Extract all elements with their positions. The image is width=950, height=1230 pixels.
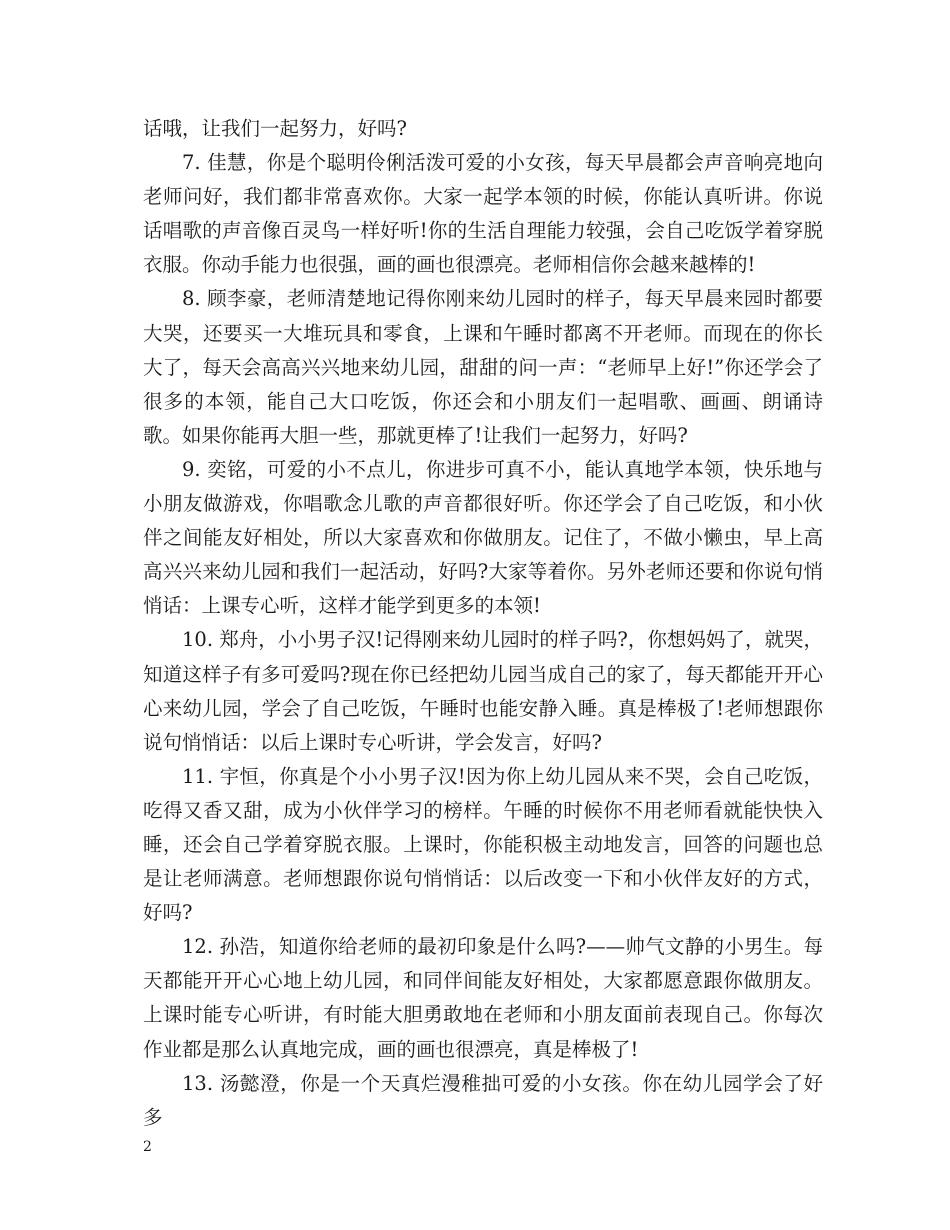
document-body xyxy=(143,112,823,1135)
paragraph-item-7: 7. 佳慧，你是个聪明伶俐活泼可爱的小女孩，每天早晨都会声音响亮地向老师问好，我们都非常喜欢你。大家一起学本领的时候，你能认真听讲。你说话唱歌的声音像百灵鸟一样好听!你的生活自理能力较强，会自己吃饭学着穿脱衣服。你动手能力也很强，画的画也很漂亮。老师相信你会越来越棒的! xyxy=(143,151,823,277)
paragraph-item-11: 11. 宇恒，你真是个小小男子汉!因为你上幼儿园从来不哭，会自己吃饭，吃得又香又甜，成为小伙伴学习的榜样。午睡的时候你不用老师看就能快快入睡，还会自己学着穿脱衣服。上课时，你能积极主动地发言，回答的问题也总是让老师满意。老师想跟你说句悄悄话：以后改变一下和小伙伴友好的方式，好吗? xyxy=(143,764,823,925)
page-number: 2 xyxy=(143,1139,152,1155)
paragraph-item-13: 13. 汤懿澄，你是一个天真烂漫稚拙可爱的小女孩。你在幼儿园学会了好多 xyxy=(143,1071,823,1129)
paragraph-continuation: 话哦，让我们一起努力，好吗? xyxy=(143,117,407,140)
paragraph-item-9: 9. 奕铭，可爱的小不点儿，你进步可真不小，能认真地学本领，快乐地与小朋友做游戏，你唱歌念儿歌的声音都很好听。你还学会了自己吃饭，和小伙伴之间能友好相处，所以大家喜欢和你做朋友。记住了，不做小懒虫，早上高高兴兴来幼儿园和我们一起活动，好吗?大家等着你。另外老师还要和你说句悄悄话：上课专心听，这样才能学到更多的本领! xyxy=(143,457,823,618)
paragraph-item-10: 10. 郑舟，小小男子汉!记得刚来幼儿园时的样子吗?，你想妈妈了，就哭，知道这样子有多可爱吗?现在你已经把幼儿园当成自己的家了，每天都能开开心心来幼儿园，学会了自己吃饭，午睡时也能安静入睡。真是棒极了!老师想跟你说句悄悄话：以后上课时专心听讲，学会发言，好吗? xyxy=(143,628,823,754)
paragraph-item-8: 8. 顾李豪，老师清楚地记得你刚来幼儿园时的样子，每天早晨来园时都要大哭，还要买一大堆玩具和零食，上课和午睡时都离不开老师。而现在的你长大了，每天会高高兴兴地来幼儿园，甜甜的问一声：“老师早上好!”你还学会了很多的本领，能自己大口吃饭，你还会和小朋友们一起唱歌、画画、朗诵诗歌。如果你能再大胆一些，那就更棒了!让我们一起努力，好吗? xyxy=(143,287,823,447)
paragraph-item-12: 12. 孙浩，知道你给老师的最初印象是什么吗?——帅气文静的小男生。每天都能开开心心地上幼儿园，和同伴间能友好相处，大家都愿意跟你做朋友。上课时能专心听讲，有时能大胆勇敢地在老师和小朋友面前表现自己。你每次作业都是那么认真地完成，画的画也很漂亮，真是棒极了! xyxy=(143,935,823,1061)
